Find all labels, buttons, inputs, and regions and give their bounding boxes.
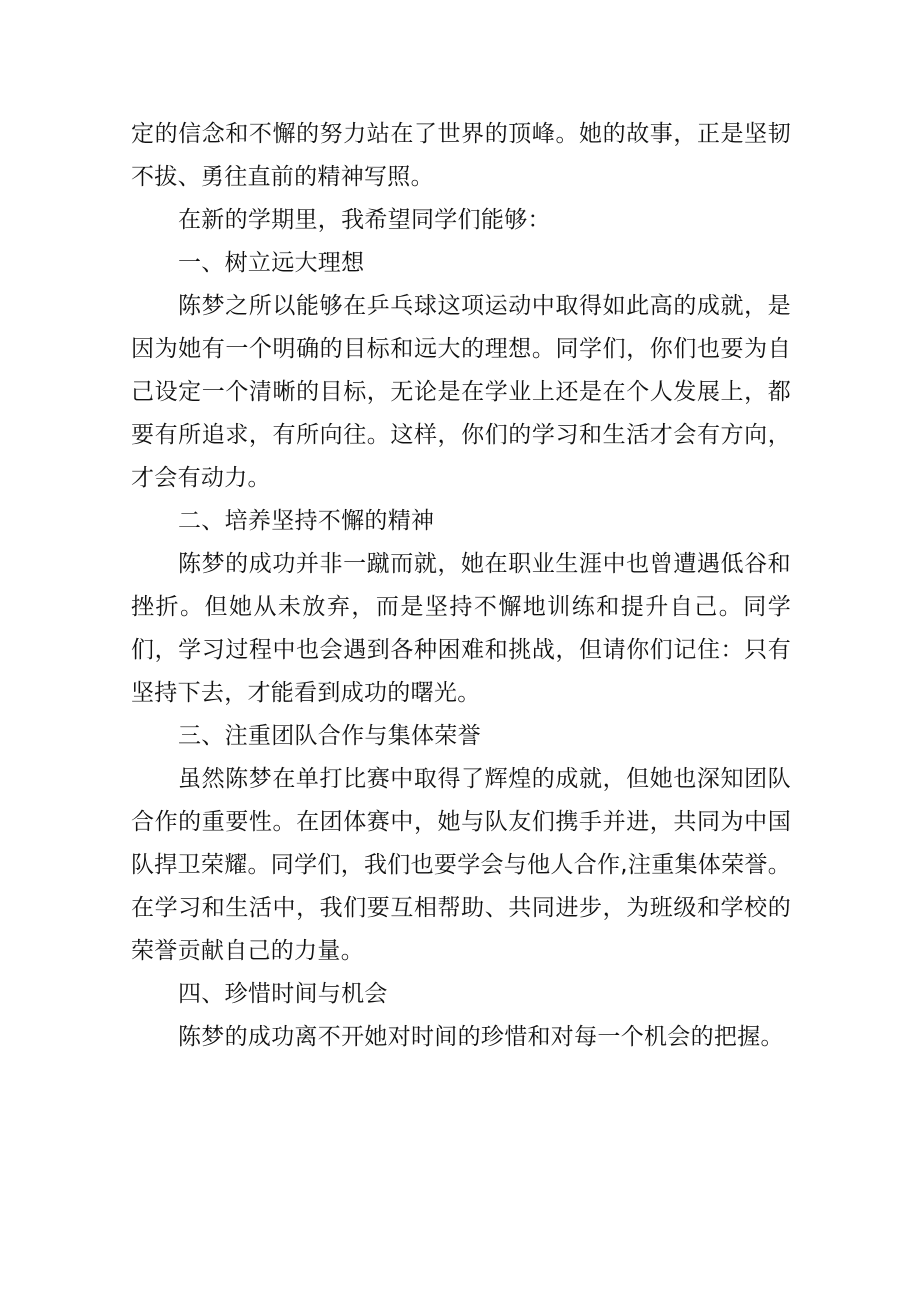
section-heading-4: 四、珍惜时间与机会 (178, 981, 388, 1007)
paragraph-section-2: 陈梦的成功并非一蹴而就，她在职业生涯中也曾遭遇低谷和挫折。但她从未放弃，而是坚持不懈地训练和提升自己。同学们，学习过程中也会遇到各种困难和挑战，但请你们记住：只有坚持下去，才能看到成功的曙光。 (131, 551, 791, 706)
paragraph-section-4: 陈梦的成功离不开她对时间的珍惜和对每一个机会的把握。 (178, 1024, 784, 1050)
paragraph-section-1: 陈梦之所以能够在乒乓球这项运动中取得如此高的成就，是因为她有一个明确的目标和远大的理想。同学们，你们也要为自己设定一个清晰的目标，无论是在学业上还是在个人发展上，都要有所追求，有所向往。这样，你们的学习和生活才会有方向，才会有动力。 (131, 293, 791, 491)
paragraph-intro: 在新的学期里，我希望同学们能够： (178, 207, 551, 233)
paragraph-continuation: 定的信念和不懈的努力站在了世界的顶峰。她的故事，正是坚韧不拔、勇往直前的精神写照。 (131, 121, 791, 190)
section-heading-1: 一、树立远大理想 (178, 250, 365, 276)
section-heading-2: 二、培养坚持不懈的精神 (178, 508, 435, 534)
paragraph-section-3: 虽然陈梦在单打比赛中取得了辉煌的成就，但她也深知团队合作的重要性。在团体赛中，她与队友们携手并进，共同为中国队捍卫荣耀。同学们，我们也要学会与他人合作,注重集体荣誉。在学习和生活中，我们要互相帮助、共同进步，为班级和学校的荣誉贡献自己的力量。 (131, 766, 792, 964)
section-heading-3: 三、注重团队合作与集体荣誉 (178, 723, 481, 749)
document-body (131, 113, 791, 1059)
